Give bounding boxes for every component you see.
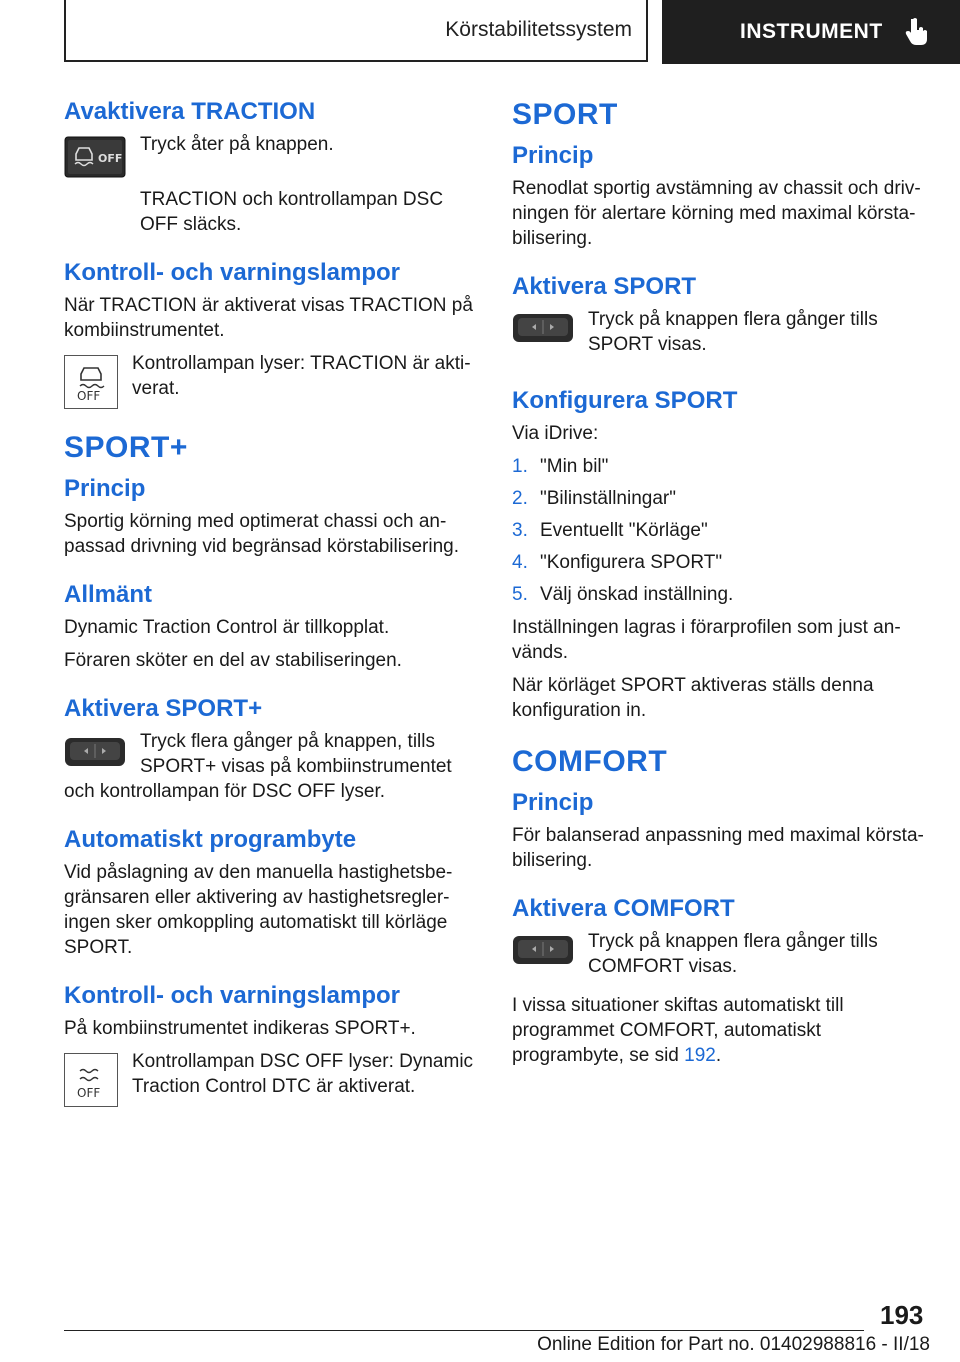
lamps2-text-1: På kombiinstrumentet indikeras SPORT+. <box>64 1018 416 1039</box>
sport-principle-text: Renodlat sportig avstämning av chassit och drivningen för alertare körning med maximal körstabilisering. <box>512 178 921 249</box>
configure-sport-steps <box>512 454 924 607</box>
page-reference-link[interactable]: 192 <box>684 1045 716 1066</box>
left-column <box>64 98 476 1129</box>
comfort-mode-button-icon <box>512 933 574 972</box>
lamps2-section <box>64 982 476 1107</box>
footer-text: Online Edition for Part no. 01402988816 - II/18 <box>537 1334 930 1355</box>
auto-change-section <box>64 826 476 960</box>
list-item: 3. Eventuellt "Körläge" <box>512 520 708 541</box>
activate-sport-section <box>512 273 924 365</box>
comfort-principle-heading: Princip <box>512 789 594 816</box>
comfort-principle-section <box>512 789 924 873</box>
deactivate-traction-text-2: TRACTION och kontrollampan DSC OFF släcks. <box>140 189 444 235</box>
list-item: 5. Välj önskad inställning. <box>512 584 734 605</box>
lamps1-text-1: När TRACTION är aktiverat visas TRACTION på kombiinstrumentet. <box>64 295 473 341</box>
general-text-2: Föraren sköter en del av stabiliseringen. <box>64 650 402 671</box>
chapter-title: INSTRUMENT <box>740 20 883 43</box>
sportplus-principle-heading: Princip <box>64 475 146 502</box>
activate-comfort-text-2: I vissa situationer skiftas automatiskt till programmet COMFORT, automatiskt programbyte, se sid 192. <box>512 995 844 1066</box>
section-tab <box>64 0 648 62</box>
sportplus-principle-text: Sportig körning med optimerat chassi och anpassad drivning vid begränsad körstabilisering. <box>64 511 460 557</box>
sportplus-principle-section <box>64 475 476 559</box>
footer-divider <box>64 1330 864 1331</box>
activate-sport-heading: Aktivera SPORT <box>512 273 697 300</box>
sport-principle-heading: Princip <box>512 142 594 169</box>
page-number: 193 <box>880 1300 924 1330</box>
configure-sport-text-2: När körläget SPORT aktiveras ställs denna konfiguration in. <box>512 675 874 721</box>
list-item: 4. "Konfigurera SPORT" <box>512 552 723 573</box>
sport-heading: SPORT <box>512 98 618 131</box>
lamps1-text-2: Kontrollampan lyser: TRACTION är aktiverat. <box>132 353 471 399</box>
comfort-principle-text: För balanserad anpassning med maximal körstabilisering. <box>512 825 924 871</box>
traction-lamp-icon <box>64 355 118 409</box>
list-item: 1. "Min bil" <box>512 456 609 477</box>
general-text-1: Dynamic Traction Control är tillkopplat. <box>64 617 390 638</box>
configure-sport-text-1: Inställningen lagras i förarprofilen som just används. <box>512 617 901 663</box>
chapter-tab <box>662 0 960 64</box>
general-heading: Allmänt <box>64 581 153 608</box>
activate-comfort-text-1: Tryck på knappen flera gånger tills COMFORT visas. <box>588 931 878 977</box>
auto-change-heading: Automatiskt programbyte <box>64 826 357 853</box>
pointing-hand-icon <box>905 17 931 47</box>
page-header <box>0 0 960 66</box>
svg-text:OFF: OFF <box>77 1086 101 1100</box>
right-column <box>512 98 924 1090</box>
configure-sport-section <box>512 387 924 723</box>
auto-change-text: Vid påslagning av den manuella hastighetsbegränsaren eller aktivering av hastighetsregleringen sker omkoppling automatiskt till körläge SPORT. <box>64 862 453 958</box>
activate-sportplus-text: Tryck flera gånger på knappen, tills SPORT+ visas på kombiinstrumentet och kontrollampan för DSC OFF lyser. <box>64 731 452 802</box>
dsc-off-lamp-icon <box>64 1053 118 1107</box>
activate-sport-row <box>512 307 924 365</box>
activate-sport-text: Tryck på knappen flera gånger tills SPORT visas. <box>588 309 878 355</box>
general-section <box>64 581 476 673</box>
lamps2-heading: Kontroll- och varningslampor <box>64 982 401 1009</box>
deactivate-traction-section <box>64 98 476 237</box>
lamps1-section <box>64 259 476 409</box>
activate-comfort-row <box>512 929 924 987</box>
deactivate-traction-row <box>64 132 476 183</box>
sport-mode-button-icon <box>512 311 574 350</box>
configure-sport-intro: Via iDrive: <box>512 423 599 444</box>
comfort-heading: COMFORT <box>512 745 668 778</box>
deactivate-traction-text-1: Tryck åter på knappen. <box>140 134 334 155</box>
activate-comfort-heading: Aktivera COMFORT <box>512 895 735 922</box>
list-item: 2. "Bilinställningar" <box>512 488 676 509</box>
activate-sportplus-section <box>64 695 476 804</box>
lamps2-icon-wrap <box>64 1053 118 1107</box>
sport-principle-section <box>512 142 924 251</box>
lamps2-text-2: Kontrollampan DSC OFF lyser: Dynamic Traction Control DTC är aktiverat. <box>132 1051 474 1097</box>
svg-text:OFF: OFF <box>98 152 123 165</box>
activate-sportplus-heading: Aktivera SPORT+ <box>64 695 263 722</box>
mode-switch-button-icon <box>64 735 126 776</box>
lamps1-icon-wrap <box>64 355 118 409</box>
lamps1-heading: Kontroll- och varningslampor <box>64 259 401 286</box>
lamps2-row <box>64 1049 476 1107</box>
deactivate-traction-heading: Avaktivera TRACTION <box>64 98 316 125</box>
dsc-off-button-icon <box>64 136 126 183</box>
sportplus-heading: SPORT+ <box>64 431 188 464</box>
lamps1-row <box>64 351 476 409</box>
configure-sport-heading: Konfigurera SPORT <box>512 387 738 414</box>
activate-comfort-section <box>512 895 924 1068</box>
section-title: Körstabilitetssystem <box>445 18 632 41</box>
svg-text:OFF: OFF <box>77 389 101 403</box>
